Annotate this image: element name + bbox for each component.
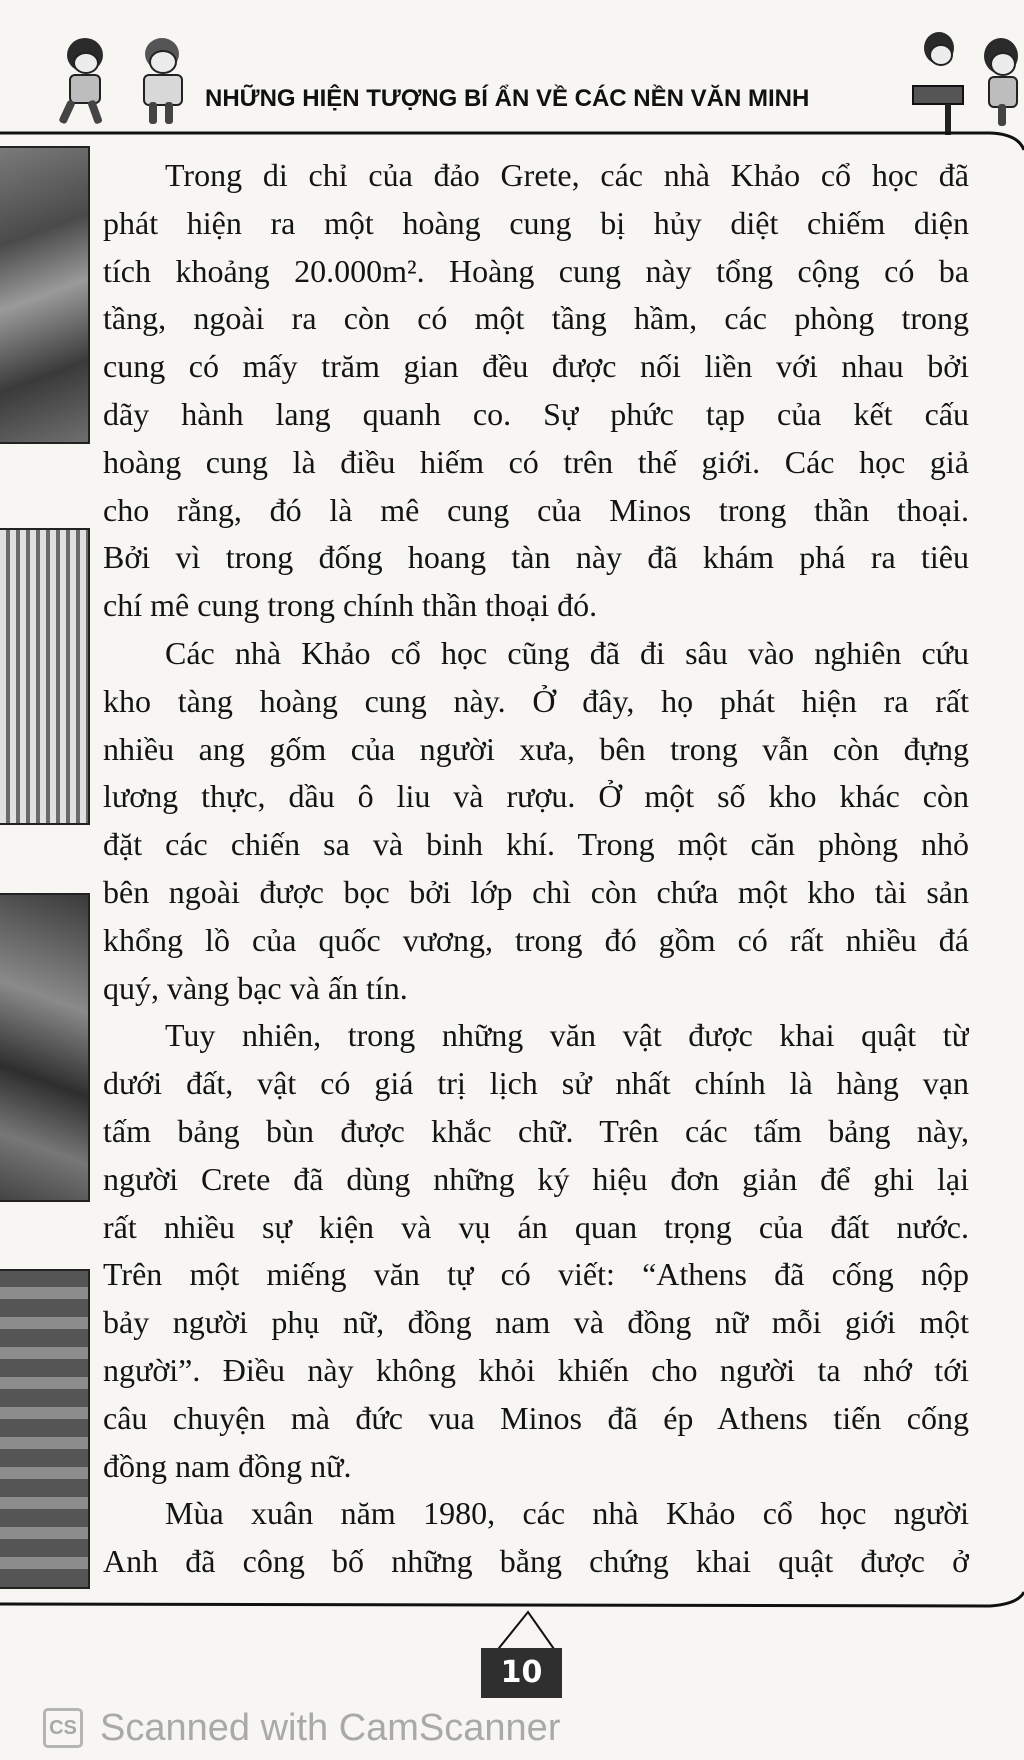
running-header-title: NHỮNG HIỆN TƯỢNG BÍ ẨN VỀ CÁC NỀN VĂN MINH — [205, 85, 810, 112]
side-photo-pagoda — [0, 1269, 90, 1589]
desk-icon — [912, 85, 964, 105]
text-line: bên ngoài được bọc bởi lớp chì còn chứa một kho tài sản — [103, 873, 969, 910]
side-photo-rock-formation — [0, 146, 90, 444]
page-number: 10 — [500, 1655, 543, 1690]
text-line: Tuy nhiên, trong những văn vật được khai quật từ — [165, 1017, 969, 1054]
camscanner-watermark: Scanned with CamScanner — [100, 1707, 561, 1749]
text-line: Các nhà Khảo cổ học cũng đã đi sâu vào nghiên cứu — [165, 634, 969, 671]
side-photo-domed-building — [0, 528, 90, 825]
text-line: tích khoảng 20.000m². Hoàng cung này tổng cộng có ba — [103, 252, 969, 289]
text-line: bảy người phụ nữ, đồng nam và đồng nữ mỗi giới một — [103, 1304, 969, 1341]
text-line: người”. Điều này không khỏi khiến cho người ta nhớ tới — [103, 1351, 969, 1388]
text-line: chí mê cung trong chính thần thoại đó. — [103, 587, 598, 624]
text-line: Bởi vì trong đống hoang tàn này đã khám phá ra tiêu — [103, 539, 969, 576]
text-line: Anh đã công bố những bằng chứng khai quật được ở — [103, 1543, 969, 1580]
text-line: nhiều ang gốm của người xưa, bên trong vẫn còn đựng — [103, 730, 969, 767]
cartoon-boy-reading-icon — [135, 38, 190, 128]
text-line: tầng, ngoài ra còn có một tầng hầm, các phòng trong — [103, 300, 969, 337]
text-line: rất nhiều sự kiện và vụ án quan trọng của đất nước. — [103, 1208, 969, 1245]
text-line: hoàng cung là điều hiếm có trên thế giới. Các học giả — [103, 443, 969, 480]
text-line: dãy hành lang quanh co. Sự phức tạp của kết cấu — [103, 395, 969, 432]
cartoon-girl-icon — [978, 38, 1024, 128]
page-number-badge — [481, 1648, 562, 1698]
text-line: cung có mấy trăm gian đều được nối liền với nhau bởi — [103, 348, 969, 385]
text-line: đồng nam đồng nữ. — [103, 1447, 352, 1484]
text-line: lương thực, dầu ô liu và rượu. Ở một số kho khác còn — [103, 778, 969, 815]
text-line: cho rằng, đó là mê cung của Minos trong thần thoại. — [103, 491, 969, 528]
cartoon-girl-at-desk-icon — [920, 32, 960, 82]
cartoon-boy-running-icon — [55, 38, 115, 128]
text-line: quý, vàng bạc và ấn tín. — [103, 969, 408, 1006]
text-line: Mùa xuân năm 1980, các nhà Khảo cổ học người — [165, 1495, 969, 1532]
text-line: phát hiện ra một hoàng cung bị hủy diệt chiếm diện — [103, 204, 969, 241]
side-photo-statue — [0, 893, 90, 1202]
text-line: đặt các chiến sa và binh khí. Trong một căn phòng nhỏ — [103, 826, 969, 863]
text-line: khổng lồ của quốc vương, trong đó gồm có rất nhiều đá — [103, 921, 969, 958]
text-line: tấm bảng bùn được khắc chữ. Trên các tấm bảng này, — [103, 1112, 969, 1149]
text-line: người Crete đã dùng những ký hiệu đơn giản để ghi lại — [103, 1160, 969, 1197]
camscanner-logo-icon: CS — [43, 1708, 83, 1748]
text-line: kho tàng hoàng cung này. Ở đây, họ phát hiện ra rất — [103, 682, 969, 719]
text-line: Trên một miếng văn tự có viết: “Athens đã cống nộp — [103, 1256, 969, 1293]
text-line: Trong di chỉ của đảo Grete, các nhà Khảo cổ học đã — [165, 157, 969, 193]
text-line: câu chuyện mà đức vua Minos đã ép Athens tiến cống — [103, 1399, 969, 1436]
text-line: dưới đất, vật có giá trị lịch sử nhất chính là hàng vạn — [103, 1065, 969, 1102]
body-text — [103, 152, 969, 1586]
